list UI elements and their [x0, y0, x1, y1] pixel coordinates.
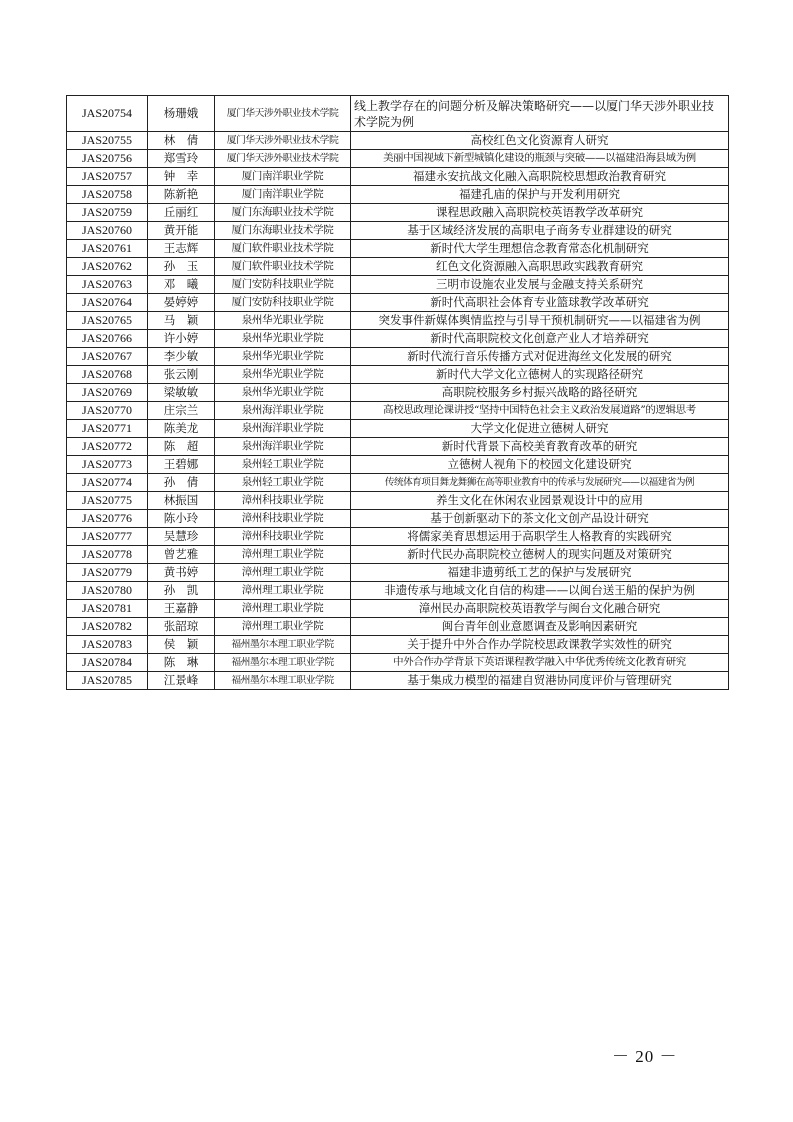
researcher-name-cell: 晏婷婷 [148, 294, 215, 312]
project-title-cell: 养生文化在休闲农业园景观设计中的应用 [351, 492, 729, 510]
page-number: － 20 － [612, 1047, 678, 1066]
institution-cell: 福州墨尔本理工职业学院 [215, 672, 351, 690]
institution-cell: 泉州华光职业学院 [215, 348, 351, 366]
project-code-cell: JAS20779 [67, 564, 148, 582]
project-code-cell: JAS20770 [67, 402, 148, 420]
project-code-cell: JAS20782 [67, 618, 148, 636]
researcher-name-cell: 孙 玉 [148, 258, 215, 276]
researcher-name-cell: 黄开能 [148, 222, 215, 240]
table-row [67, 420, 729, 438]
project-code-cell: JAS20760 [67, 222, 148, 240]
researcher-name-cell: 王志辉 [148, 240, 215, 258]
table-row [67, 618, 729, 636]
project-code-cell: JAS20773 [67, 456, 148, 474]
researcher-name-cell: 郑雪玲 [148, 150, 215, 168]
project-code-cell: JAS20778 [67, 546, 148, 564]
researcher-name-cell: 马 颖 [148, 312, 215, 330]
project-title-cell: 美丽中国视域下新型城镇化建设的瓶颈与突破——以福建沿海县域为例 [351, 150, 729, 168]
researcher-name-cell: 杨珊娥 [148, 96, 215, 132]
project-title-cell: 新时代背景下高校美育教育改革的研究 [351, 438, 729, 456]
project-code-cell: JAS20765 [67, 312, 148, 330]
researcher-name-cell: 陈 超 [148, 438, 215, 456]
institution-cell: 泉州海洋职业学院 [215, 402, 351, 420]
table-row [67, 150, 729, 168]
project-title-cell: 红色文化资源融入高职思政实践教育研究 [351, 258, 729, 276]
institution-cell: 漳州科技职业学院 [215, 528, 351, 546]
project-code-cell: JAS20780 [67, 582, 148, 600]
institution-cell: 厦门安防科技职业学院 [215, 276, 351, 294]
project-title-cell: 新时代民办高职院校立德树人的现实问题及对策研究 [351, 546, 729, 564]
project-title-cell: 新时代高职社会体育专业篮球教学改革研究 [351, 294, 729, 312]
table-row [67, 168, 729, 186]
table-row [67, 474, 729, 492]
researcher-name-cell: 王碧娜 [148, 456, 215, 474]
table-row [67, 546, 729, 564]
project-title-cell: 高校思政理论课讲授“坚持中国特色社会主义政治发展道路”的逻辑思考 [351, 402, 729, 420]
institution-cell: 漳州理工职业学院 [215, 564, 351, 582]
project-title-cell: 福建孔庙的保护与开发利用研究 [351, 186, 729, 204]
table-row [67, 276, 729, 294]
table-row [67, 492, 729, 510]
project-list-body [67, 96, 729, 690]
table-row [67, 330, 729, 348]
researcher-name-cell: 许小婷 [148, 330, 215, 348]
project-code-cell: JAS20754 [67, 96, 148, 132]
project-code-cell: JAS20771 [67, 420, 148, 438]
institution-cell: 泉州轻工职业学院 [215, 474, 351, 492]
institution-cell: 厦门东海职业技术学院 [215, 204, 351, 222]
institution-cell: 泉州华光职业学院 [215, 312, 351, 330]
project-code-cell: JAS20775 [67, 492, 148, 510]
project-code-cell: JAS20762 [67, 258, 148, 276]
researcher-name-cell: 邓 曦 [148, 276, 215, 294]
researcher-name-cell: 黄书婷 [148, 564, 215, 582]
researcher-name-cell: 梁敏敏 [148, 384, 215, 402]
researcher-name-cell: 曾艺雅 [148, 546, 215, 564]
institution-cell: 厦门软件职业技术学院 [215, 240, 351, 258]
project-title-cell: 中外合作办学背景下英语课程教学融入中华优秀传统文化教育研究 [351, 654, 729, 672]
researcher-name-cell: 张云刚 [148, 366, 215, 384]
project-code-cell: JAS20766 [67, 330, 148, 348]
table-row [67, 186, 729, 204]
project-title-cell: 基于创新驱动下的茶文化文创产品设计研究 [351, 510, 729, 528]
institution-cell: 泉州华光职业学院 [215, 384, 351, 402]
table-row [67, 384, 729, 402]
project-code-cell: JAS20764 [67, 294, 148, 312]
researcher-name-cell: 孙 倩 [148, 474, 215, 492]
researcher-name-cell: 王嘉静 [148, 600, 215, 618]
institution-cell: 福州墨尔本理工职业学院 [215, 654, 351, 672]
table-row [67, 132, 729, 150]
project-title-cell: 立德树人视角下的校园文化建设研究 [351, 456, 729, 474]
researcher-name-cell: 李少敏 [148, 348, 215, 366]
researcher-name-cell: 林振国 [148, 492, 215, 510]
institution-cell: 泉州华光职业学院 [215, 330, 351, 348]
table-row [67, 564, 729, 582]
project-title-cell: 新时代流行音乐传播方式对促进海丝文化发展的研究 [351, 348, 729, 366]
table-row [67, 654, 729, 672]
project-title-cell: 新时代大学生理想信念教育常态化机制研究 [351, 240, 729, 258]
table-row [67, 528, 729, 546]
project-code-cell: JAS20784 [67, 654, 148, 672]
institution-cell: 厦门华天涉外职业技术学院 [215, 132, 351, 150]
project-title-cell: 新时代大学文化立德树人的实现路径研究 [351, 366, 729, 384]
project-title-cell: 高校红色文化资源育人研究 [351, 132, 729, 150]
table-row [67, 438, 729, 456]
project-code-cell: JAS20781 [67, 600, 148, 618]
project-code-cell: JAS20757 [67, 168, 148, 186]
table-row [67, 510, 729, 528]
project-title-cell: 将儒家美育思想运用于高职学生人格教育的实践研究 [351, 528, 729, 546]
institution-cell: 漳州理工职业学院 [215, 600, 351, 618]
project-code-cell: JAS20758 [67, 186, 148, 204]
project-title-cell: 关于提升中外合作办学院校思政课教学实效性的研究 [351, 636, 729, 654]
researcher-name-cell: 钟 幸 [148, 168, 215, 186]
project-title-cell: 突发事件新媒体舆情监控与引导干预机制研究——以福建省为例 [351, 312, 729, 330]
table-row [67, 240, 729, 258]
researcher-name-cell: 庄宗兰 [148, 402, 215, 420]
table-row [67, 402, 729, 420]
project-title-cell: 漳州民办高职院校英语教学与闽台文化融合研究 [351, 600, 729, 618]
table-row [67, 204, 729, 222]
table-row [67, 294, 729, 312]
institution-cell: 厦门东海职业技术学院 [215, 222, 351, 240]
institution-cell: 泉州轻工职业学院 [215, 456, 351, 474]
institution-cell: 厦门华天涉外职业技术学院 [215, 150, 351, 168]
institution-cell: 厦门软件职业技术学院 [215, 258, 351, 276]
researcher-name-cell: 孙 凯 [148, 582, 215, 600]
table-row [67, 636, 729, 654]
researcher-name-cell: 陈小玲 [148, 510, 215, 528]
table-row [67, 366, 729, 384]
project-code-cell: JAS20785 [67, 672, 148, 690]
project-title-cell: 福建永安抗战文化融入高职院校思想政治教育研究 [351, 168, 729, 186]
project-title-cell: 传统体育项目舞龙舞狮在高等职业教育中的传承与发展研究——以福建省为例 [351, 474, 729, 492]
project-title-cell: 福建非遗剪纸工艺的保护与发展研究 [351, 564, 729, 582]
institution-cell: 泉州海洋职业学院 [215, 420, 351, 438]
researcher-name-cell: 陈美龙 [148, 420, 215, 438]
researcher-name-cell: 江景峰 [148, 672, 215, 690]
researcher-name-cell: 吴慧珍 [148, 528, 215, 546]
project-title-cell: 线上教学存在的问题分析及解决策略研究——以厦门华天涉外职业技术学院为例 [351, 96, 729, 132]
institution-cell: 厦门安防科技职业学院 [215, 294, 351, 312]
project-list-table [66, 95, 729, 690]
institution-cell: 福州墨尔本理工职业学院 [215, 636, 351, 654]
institution-cell: 漳州理工职业学院 [215, 618, 351, 636]
researcher-name-cell: 陈新艳 [148, 186, 215, 204]
project-code-cell: JAS20769 [67, 384, 148, 402]
researcher-name-cell: 陈 琳 [148, 654, 215, 672]
project-code-cell: JAS20761 [67, 240, 148, 258]
project-title-cell: 新时代高职院校文化创意产业人才培养研究 [351, 330, 729, 348]
project-title-cell: 大学文化促进立德树人研究 [351, 420, 729, 438]
project-title-cell: 高职院校服务乡村振兴战略的路径研究 [351, 384, 729, 402]
project-code-cell: JAS20776 [67, 510, 148, 528]
table-row [67, 312, 729, 330]
institution-cell: 漳州理工职业学院 [215, 546, 351, 564]
project-code-cell: JAS20755 [67, 132, 148, 150]
institution-cell: 漳州科技职业学院 [215, 510, 351, 528]
institution-cell: 厦门华天涉外职业技术学院 [215, 96, 351, 132]
institution-cell: 泉州海洋职业学院 [215, 438, 351, 456]
table-row [67, 258, 729, 276]
project-code-cell: JAS20783 [67, 636, 148, 654]
researcher-name-cell: 丘丽红 [148, 204, 215, 222]
table-row [67, 96, 729, 132]
table-row [67, 456, 729, 474]
project-title-cell: 基于集成力模型的福建自贸港协同度评价与管理研究 [351, 672, 729, 690]
project-code-cell: JAS20768 [67, 366, 148, 384]
table-row [67, 600, 729, 618]
table-row [67, 672, 729, 690]
project-code-cell: JAS20772 [67, 438, 148, 456]
project-code-cell: JAS20756 [67, 150, 148, 168]
table-row [67, 222, 729, 240]
table-row [67, 582, 729, 600]
project-code-cell: JAS20777 [67, 528, 148, 546]
institution-cell: 漳州理工职业学院 [215, 582, 351, 600]
project-title-cell: 基于区域经济发展的高职电子商务专业群建设的研究 [351, 222, 729, 240]
project-title-cell: 课程思政融入高职院校英语教学改革研究 [351, 204, 729, 222]
institution-cell: 漳州科技职业学院 [215, 492, 351, 510]
project-code-cell: JAS20774 [67, 474, 148, 492]
researcher-name-cell: 林 倩 [148, 132, 215, 150]
institution-cell: 厦门南洋职业学院 [215, 168, 351, 186]
table-row [67, 348, 729, 366]
project-title-cell: 非遗传承与地域文化自信的构建——以闽台送王船的保护为例 [351, 582, 729, 600]
project-title-cell: 闽台青年创业意愿调查及影响因素研究 [351, 618, 729, 636]
project-title-cell: 三明市设施农业发展与金融支持关系研究 [351, 276, 729, 294]
institution-cell: 厦门南洋职业学院 [215, 186, 351, 204]
researcher-name-cell: 张韶琼 [148, 618, 215, 636]
project-code-cell: JAS20767 [67, 348, 148, 366]
project-code-cell: JAS20763 [67, 276, 148, 294]
project-code-cell: JAS20759 [67, 204, 148, 222]
researcher-name-cell: 侯 颖 [148, 636, 215, 654]
institution-cell: 泉州华光职业学院 [215, 366, 351, 384]
